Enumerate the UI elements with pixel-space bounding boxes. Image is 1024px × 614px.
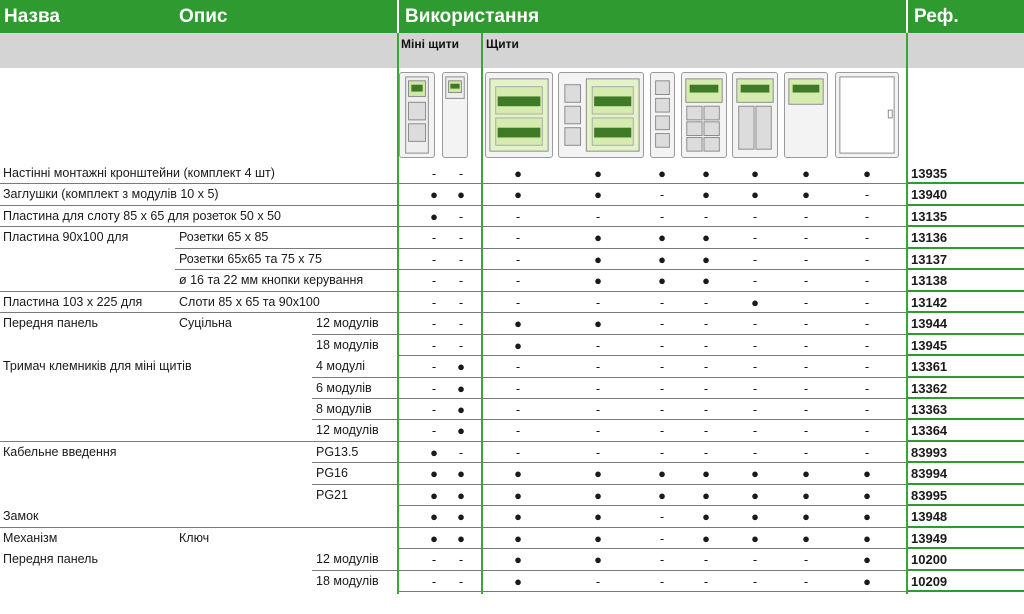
compatible-dot: ●	[751, 466, 759, 482]
compatible-dot: ●	[658, 166, 666, 181]
not-applicable-dash: -	[515, 401, 521, 417]
subheader-boards: Щити	[486, 37, 519, 51]
compatible-dot: ●	[457, 380, 465, 396]
compatible-dot: ●	[702, 187, 710, 203]
not-applicable-dash: -	[703, 316, 709, 332]
compatible-dot: ●	[702, 530, 710, 546]
compatible-dot: ●	[702, 166, 710, 181]
not-applicable-dash: -	[659, 509, 665, 525]
header-name: Назва	[0, 0, 175, 33]
not-applicable-dash: -	[595, 294, 601, 310]
compatible-dot: ●	[751, 166, 759, 181]
not-applicable-dash: -	[752, 401, 758, 417]
table-row	[0, 163, 1024, 184]
not-applicable-dash: -	[703, 337, 709, 353]
not-applicable-dash: -	[595, 380, 601, 396]
not-applicable-dash: -	[752, 573, 758, 589]
product-image-3	[485, 72, 553, 158]
row-ref-code: 13949	[911, 530, 948, 546]
compatible-dot: ●	[594, 230, 602, 246]
product-image-4	[558, 72, 644, 158]
not-applicable-dash: -	[752, 380, 758, 396]
not-applicable-dash: -	[803, 552, 809, 568]
not-applicable-dash: -	[659, 401, 665, 417]
not-applicable-dash: -	[864, 273, 870, 289]
not-applicable-dash: -	[515, 230, 521, 246]
not-applicable-dash: -	[515, 423, 521, 439]
row-variant: 18 модулів	[316, 337, 379, 352]
not-applicable-dash: -	[864, 251, 870, 267]
not-applicable-dash: -	[864, 230, 870, 246]
compatible-dot: ●	[658, 487, 666, 503]
not-applicable-dash: -	[431, 359, 437, 375]
compatible-dot: ●	[802, 530, 810, 546]
compatible-dot: ●	[594, 251, 602, 267]
not-applicable-dash: -	[659, 337, 665, 353]
not-applicable-dash: -	[803, 359, 809, 375]
not-applicable-dash: -	[458, 294, 464, 310]
compatible-dot: ●	[430, 466, 438, 482]
header-ref: Реф.	[908, 0, 1024, 33]
not-applicable-dash: -	[752, 316, 758, 332]
row-description: Розетки 65x65 та 75 x 75	[179, 251, 322, 266]
row-ref-code: 13364	[911, 423, 948, 439]
product-image-6	[681, 72, 727, 158]
not-applicable-dash: -	[515, 208, 521, 224]
not-applicable-dash: -	[458, 573, 464, 589]
compatible-dot: ●	[802, 166, 810, 181]
compatible-dot: ●	[863, 166, 871, 181]
row-name: Механізм	[3, 530, 58, 545]
not-applicable-dash: -	[703, 444, 709, 460]
not-applicable-dash: -	[659, 316, 665, 332]
compatible-dot: ●	[594, 166, 602, 181]
table-row	[0, 506, 1024, 527]
not-applicable-dash: -	[595, 423, 601, 439]
not-applicable-dash: -	[864, 423, 870, 439]
header-usage: Використання	[399, 0, 906, 33]
table-row	[0, 378, 1024, 399]
row-ref-code: 13361	[911, 359, 948, 375]
compatible-dot: ●	[863, 530, 871, 546]
compatible-dot: ●	[802, 466, 810, 482]
compatible-dot: ●	[863, 573, 871, 589]
compatible-dot: ●	[457, 530, 465, 546]
row-description: ø 16 та 22 мм кнопки керування	[179, 273, 364, 288]
row-name: Замок	[3, 509, 39, 524]
row-ref-code: 13944	[911, 316, 948, 332]
row-description: Розетки 65 x 85	[179, 230, 269, 245]
not-applicable-dash: -	[752, 251, 758, 267]
table-row	[0, 335, 1024, 356]
compatible-dot: ●	[702, 273, 710, 289]
compatible-dot: ●	[594, 466, 602, 482]
table-row	[0, 313, 1024, 334]
row-name: Передня панель	[3, 316, 98, 331]
not-applicable-dash: -	[458, 230, 464, 246]
compatible-dot: ●	[514, 487, 522, 503]
row-name: Пластина для слоту 85 x 65 для розеток 50 x 50	[3, 208, 281, 223]
not-applicable-dash: -	[864, 208, 870, 224]
not-applicable-dash: -	[659, 187, 665, 203]
compatible-dot: ●	[702, 230, 710, 246]
not-applicable-dash: -	[864, 359, 870, 375]
not-applicable-dash: -	[458, 273, 464, 289]
not-applicable-dash: -	[431, 552, 437, 568]
compatible-dot: ●	[594, 509, 602, 525]
not-applicable-dash: -	[595, 337, 601, 353]
not-applicable-dash: -	[515, 359, 521, 375]
compatible-dot: ●	[702, 509, 710, 525]
not-applicable-dash: -	[431, 273, 437, 289]
not-applicable-dash: -	[458, 444, 464, 460]
not-applicable-dash: -	[752, 552, 758, 568]
compatible-dot: ●	[514, 509, 522, 525]
compatible-dot: ●	[802, 487, 810, 503]
compatible-dot: ●	[863, 509, 871, 525]
compatible-dot: ●	[863, 487, 871, 503]
product-image-9	[835, 72, 899, 158]
not-applicable-dash: -	[431, 380, 437, 396]
not-applicable-dash: -	[803, 423, 809, 439]
not-applicable-dash: -	[752, 208, 758, 224]
row-description: Суцільна	[179, 316, 232, 331]
not-applicable-dash: -	[803, 316, 809, 332]
row-name: Тримач клемників для міні щитів	[3, 359, 192, 374]
not-applicable-dash: -	[864, 444, 870, 460]
subheader-band-left	[0, 33, 397, 68]
not-applicable-dash: -	[803, 294, 809, 310]
compatible-dot: ●	[430, 509, 438, 525]
table-row	[0, 356, 1024, 377]
compatible-dot: ●	[802, 509, 810, 525]
not-applicable-dash: -	[458, 552, 464, 568]
compatible-dot: ●	[430, 444, 438, 460]
row-ref-code: 83993	[911, 444, 948, 460]
row-name: Пластина 103 x 225 для	[3, 294, 143, 309]
not-applicable-dash: -	[659, 552, 665, 568]
not-applicable-dash: -	[864, 337, 870, 353]
compatible-dot: ●	[863, 466, 871, 482]
not-applicable-dash: -	[458, 208, 464, 224]
compatible-dot: ●	[430, 187, 438, 203]
not-applicable-dash: -	[458, 316, 464, 332]
not-applicable-dash: -	[659, 208, 665, 224]
compatible-dot: ●	[658, 251, 666, 267]
not-applicable-dash: -	[703, 552, 709, 568]
not-applicable-dash: -	[703, 401, 709, 417]
not-applicable-dash: -	[659, 423, 665, 439]
not-applicable-dash: -	[431, 401, 437, 417]
not-applicable-dash: -	[703, 208, 709, 224]
row-ref-code: 13136	[911, 230, 948, 246]
not-applicable-dash: -	[515, 273, 521, 289]
row-name: Кабельне введення	[3, 444, 117, 459]
compatible-dot: ●	[430, 487, 438, 503]
row-name: Передня панель	[3, 552, 98, 567]
row-variant: 8 модулів	[316, 401, 372, 416]
table-row	[0, 571, 1024, 592]
product-image-8	[784, 72, 828, 158]
compatible-dot: ●	[457, 487, 465, 503]
not-applicable-dash: -	[752, 273, 758, 289]
not-applicable-dash: -	[703, 294, 709, 310]
row-variant: 18 модулів	[316, 573, 379, 588]
compatible-dot: ●	[658, 230, 666, 246]
row-ref-code: 13142	[911, 294, 948, 310]
not-applicable-dash: -	[431, 251, 437, 267]
not-applicable-dash: -	[864, 380, 870, 396]
compatible-dot: ●	[658, 273, 666, 289]
not-applicable-dash: -	[515, 251, 521, 267]
table-row	[0, 399, 1024, 420]
row-ref-code: 13362	[911, 380, 948, 396]
not-applicable-dash: -	[752, 337, 758, 353]
not-applicable-dash: -	[595, 359, 601, 375]
not-applicable-dash: -	[803, 444, 809, 460]
compatible-dot: ●	[702, 466, 710, 482]
not-applicable-dash: -	[752, 359, 758, 375]
not-applicable-dash: -	[864, 401, 870, 417]
table-row	[0, 463, 1024, 484]
compatible-dot: ●	[751, 294, 759, 310]
not-applicable-dash: -	[659, 359, 665, 375]
row-ref-code: 13945	[911, 337, 948, 353]
table-row	[0, 442, 1024, 463]
compatible-dot: ●	[457, 466, 465, 482]
row-description: Ключ	[179, 530, 210, 545]
subheader-mini: Міні щити	[401, 37, 460, 51]
compatible-dot: ●	[658, 466, 666, 482]
compatible-dot: ●	[751, 530, 759, 546]
compatible-dot: ●	[457, 509, 465, 525]
row-ref-code: 13940	[911, 187, 948, 203]
not-applicable-dash: -	[864, 187, 870, 203]
not-applicable-dash: -	[864, 316, 870, 332]
row-description: Слоти 85 x 65 та 90x100	[179, 294, 320, 309]
compatible-dot: ●	[430, 530, 438, 546]
not-applicable-dash: -	[595, 401, 601, 417]
compatible-dot: ●	[514, 552, 522, 568]
compatible-dot: ●	[751, 509, 759, 525]
row-name: Заглушки (комплект з модулів 10 x 5)	[3, 187, 219, 202]
compatible-dot: ●	[514, 166, 522, 181]
compatible-dot: ●	[594, 273, 602, 289]
compatible-dot: ●	[514, 187, 522, 203]
compatible-dot: ●	[514, 316, 522, 332]
not-applicable-dash: -	[595, 573, 601, 589]
not-applicable-dash: -	[803, 230, 809, 246]
row-ref-code: 83995	[911, 487, 948, 503]
not-applicable-dash: -	[659, 530, 665, 546]
row-variant: 4 модулі	[316, 359, 366, 374]
not-applicable-dash: -	[659, 294, 665, 310]
header-description: Опис	[175, 0, 397, 33]
not-applicable-dash: -	[659, 573, 665, 589]
product-image-1	[399, 72, 435, 158]
table-row	[0, 420, 1024, 441]
not-applicable-dash: -	[703, 573, 709, 589]
compatible-dot: ●	[514, 573, 522, 589]
compatible-dot: ●	[702, 487, 710, 503]
compatible-dot: ●	[457, 423, 465, 439]
not-applicable-dash: -	[595, 208, 601, 224]
subheader-band-usage	[399, 33, 906, 68]
not-applicable-dash: -	[752, 423, 758, 439]
not-applicable-dash: -	[431, 294, 437, 310]
not-applicable-dash: -	[803, 380, 809, 396]
row-ref-code: 13363	[911, 401, 948, 417]
table-row	[0, 549, 1024, 570]
not-applicable-dash: -	[515, 380, 521, 396]
not-applicable-dash: -	[803, 273, 809, 289]
not-applicable-dash: -	[803, 251, 809, 267]
not-applicable-dash: -	[803, 573, 809, 589]
subheader-band-ref	[908, 33, 1024, 68]
not-applicable-dash: -	[803, 401, 809, 417]
product-image-7	[732, 72, 778, 158]
not-applicable-dash: -	[752, 230, 758, 246]
not-applicable-dash: -	[803, 337, 809, 353]
row-ref-code: 13135	[911, 208, 948, 224]
not-applicable-dash: -	[431, 423, 437, 439]
row-variant: 12 модулів	[316, 552, 379, 567]
compatible-dot: ●	[514, 530, 522, 546]
compatible-dot: ●	[751, 487, 759, 503]
not-applicable-dash: -	[431, 337, 437, 353]
not-applicable-dash: -	[515, 294, 521, 310]
compatible-dot: ●	[457, 401, 465, 417]
compatible-dot: ●	[457, 187, 465, 203]
table-row	[0, 292, 1024, 313]
row-variant: 6 модулів	[316, 380, 372, 395]
not-applicable-dash: -	[703, 359, 709, 375]
not-applicable-dash: -	[515, 444, 521, 460]
not-applicable-dash: -	[431, 230, 437, 246]
row-ref-code: 13935	[911, 166, 948, 181]
table-row	[0, 184, 1024, 205]
compatible-dot: ●	[751, 187, 759, 203]
product-image-5	[650, 72, 675, 158]
compatible-dot: ●	[457, 359, 465, 375]
compatible-dot: ●	[594, 187, 602, 203]
table-row	[0, 249, 1024, 270]
compatible-dot: ●	[514, 337, 522, 353]
not-applicable-dash: -	[458, 251, 464, 267]
compatible-dot: ●	[594, 530, 602, 546]
row-name: Настінні монтажні кронштейни (комплект 4 шт)	[3, 166, 275, 180]
not-applicable-dash: -	[659, 444, 665, 460]
compatible-dot: ●	[702, 251, 710, 267]
not-applicable-dash: -	[659, 380, 665, 396]
not-applicable-dash: -	[595, 444, 601, 460]
row-ref-code: 10200	[911, 552, 948, 568]
table-row	[0, 528, 1024, 549]
row-variant: 12 модулів	[316, 316, 379, 331]
row-ref-code: 13948	[911, 509, 948, 525]
compatible-dot: ●	[802, 187, 810, 203]
row-ref-code: 13137	[911, 251, 948, 267]
table-row	[0, 270, 1024, 291]
compatible-dot: ●	[594, 316, 602, 332]
not-applicable-dash: -	[703, 380, 709, 396]
compatible-dot: ●	[863, 552, 871, 568]
not-applicable-dash: -	[431, 316, 437, 332]
product-image-2	[442, 72, 468, 158]
compatible-dot: ●	[594, 552, 602, 568]
row-variant: 12 модулів	[316, 423, 379, 438]
not-applicable-dash: -	[458, 337, 464, 353]
not-applicable-dash: -	[431, 573, 437, 589]
not-applicable-dash: -	[703, 423, 709, 439]
row-ref-code: 13138	[911, 273, 948, 289]
not-applicable-dash: -	[803, 208, 809, 224]
not-applicable-dash: -	[458, 166, 464, 181]
table-row	[0, 227, 1024, 248]
table-row	[0, 206, 1024, 227]
row-variant: PG13.5	[316, 444, 359, 459]
row-name: Пластина 90x100 для	[3, 230, 129, 245]
compatible-dot: ●	[594, 487, 602, 503]
compatible-dot: ●	[430, 208, 438, 224]
table-row	[0, 485, 1024, 506]
row-variant: PG21	[316, 487, 348, 502]
not-applicable-dash: -	[864, 294, 870, 310]
row-ref-code: 83994	[911, 466, 948, 482]
row-ref-code: 10209	[911, 573, 948, 589]
not-applicable-dash: -	[752, 444, 758, 460]
not-applicable-dash: -	[431, 166, 437, 181]
row-variant: PG16	[316, 466, 348, 481]
compatible-dot: ●	[514, 466, 522, 482]
